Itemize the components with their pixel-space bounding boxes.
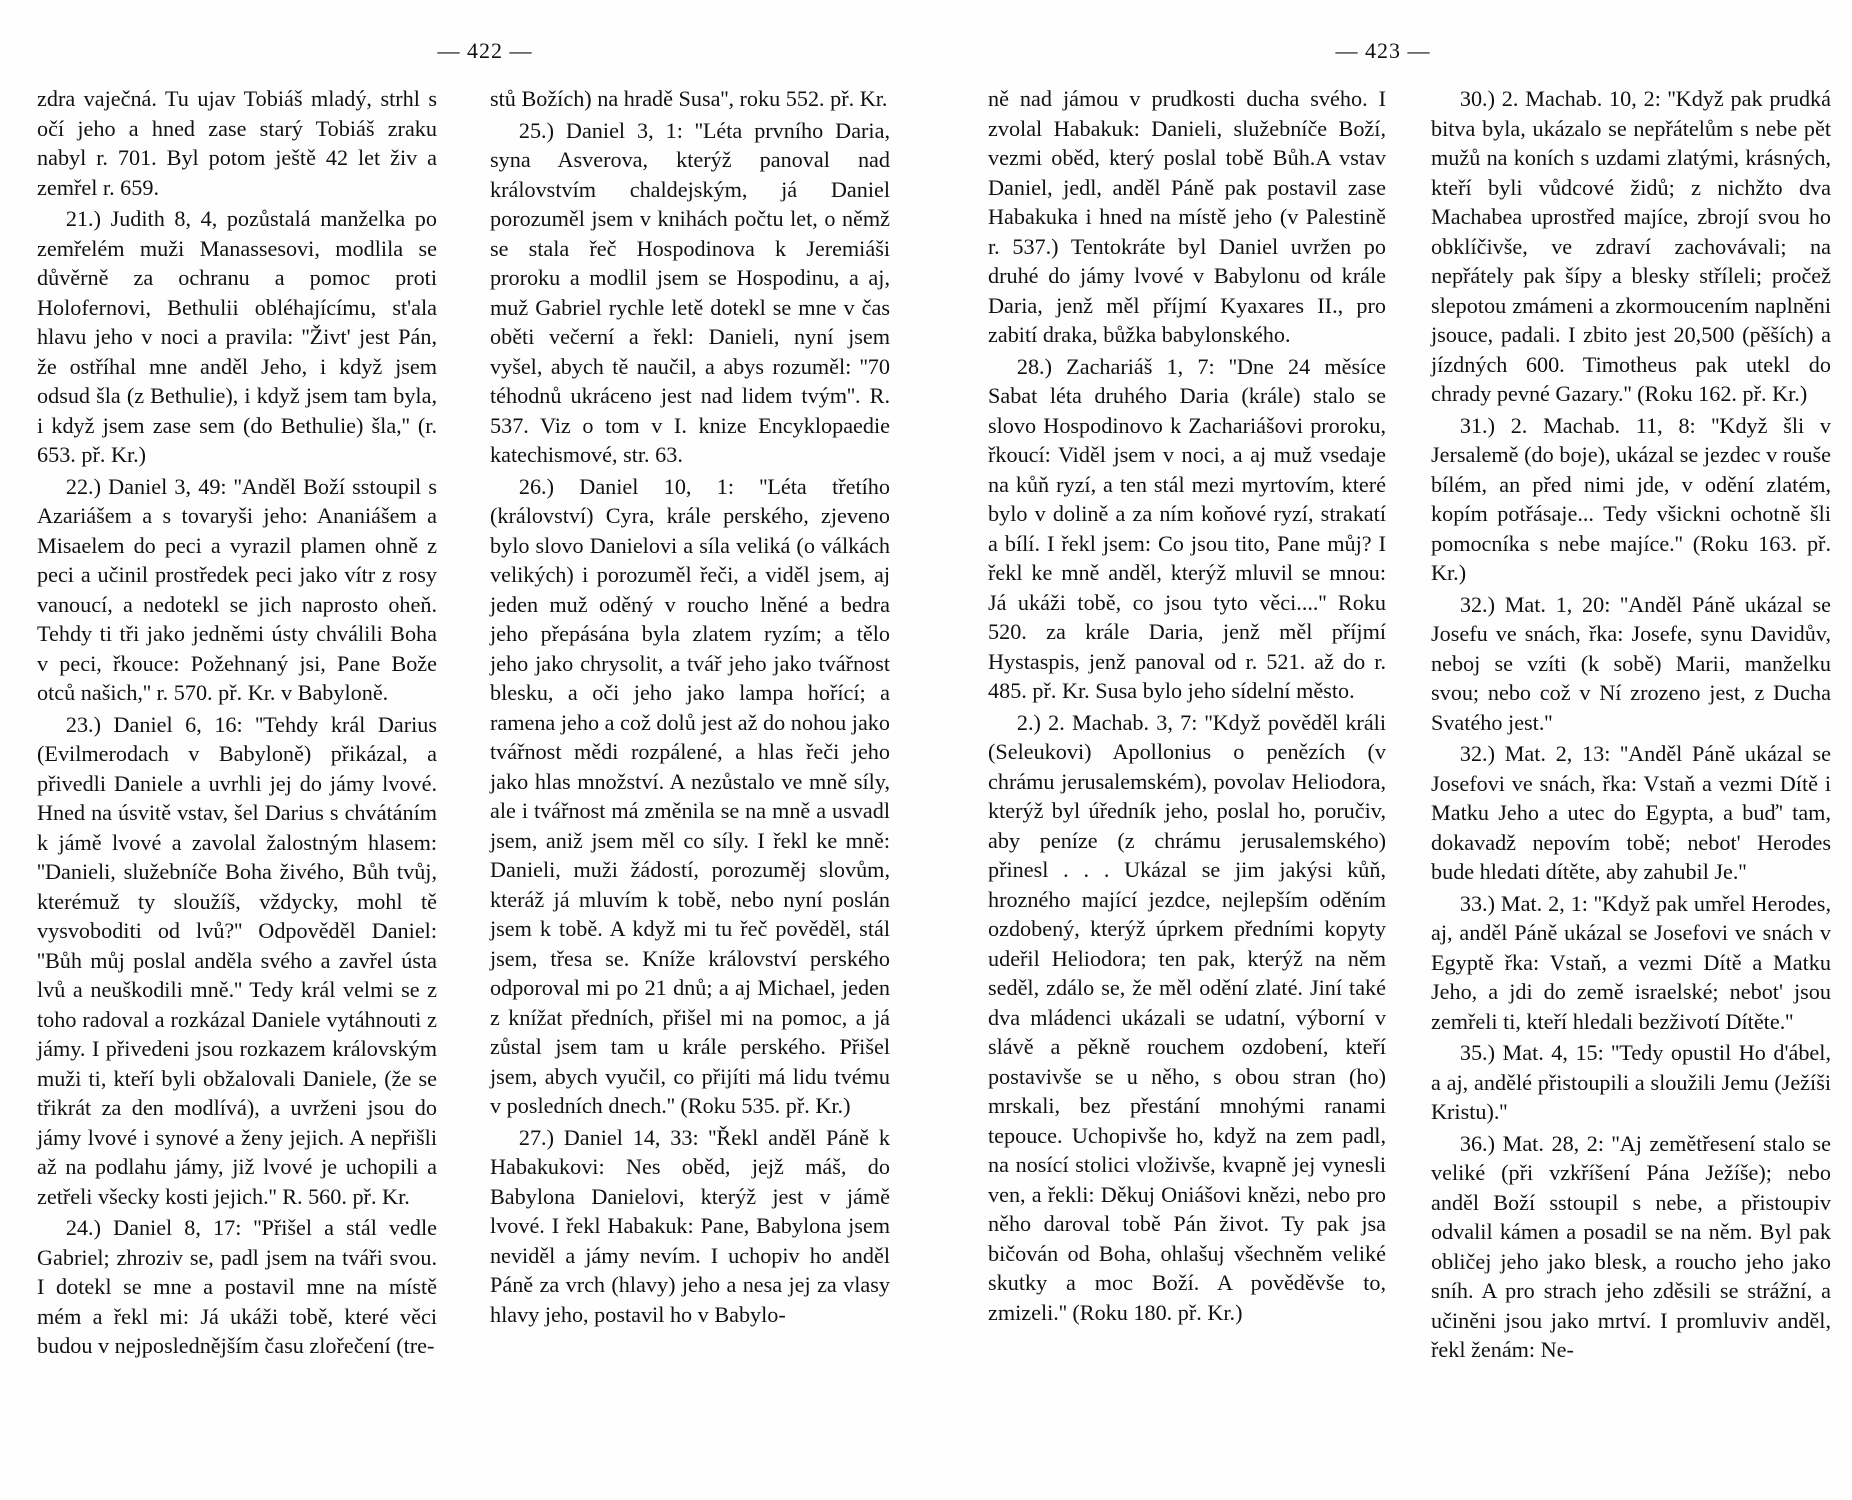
paragraph: 24.) Daniel 8, 17: ''Přišel a stál vedle Gabriel; zhroziv se, padl jsem na tváři svou. I dotekl se mne a postavil mne na místě mém a řekl mi: Já ukáži tobě, které věci budou v nejposlednějším času zlořečení (tre- <box>37 1215 437 1358</box>
paragraph: zdra vaječná. Tu ujav Tobiáš mladý, strhl s očí jeho a hned zase starý Tobiáš zraku nabyl r. 701. Byl potom ještě 42 let živ a zemřel r. 659. <box>37 86 437 200</box>
paragraph: 23.) Daniel 6, 16: ''Tehdy král Darius (Evilmerodach v Babyloně) přikázal, a přivedli Daniele a uvrhli jej do jámy lvové. Hned na úsvitě vstav, šel Darius s chvátáním k jámě lvové a zavolal žalostným hlasem: ''Danieli, služebníče Boha živého, Bůh tvůj, kterémuž ty sloužíš, vždycky, mohl tě vysvoboditi od lvů?'' Odpověděl Daniel: ''Bůh můj poslal anděla svého a zavřel ústa lvů a neuškodili mně.'' Tedy král velmi se z toho radoval a rozkázal Daniele vytáhnouti z jámy. I přivedeni jsou rozkazem královským muži ti, kteří byli obžalovali Daniele, (že se třikrát za den modlívá), a uvrženi jsou do jámy lvové i synové a ženy jejich. A nepřišli až na podlahu jámy, již lvové je uchopili a zetřeli všecky kosti jejich.'' R. 560. př. Kr. <box>37 711 437 1209</box>
paragraph: 21.) Judith 8, 4, pozůstalá manželka po zemřelém muži Manassesovi, modlila se důvěrně za ochranu a pomoc proti Holofernovi, Bethulii obléhajícímu, st'ala hlavu jeho v noci a pravila: ''Živt' jest Pán, že ostříhal mne anděl Jeho, i když jsem odsud šla (z Bethulie), i když jsem tam byla, i když jsem zase sem (do Bethulie) šla,'' (r. 653. př. Kr.) <box>37 206 437 467</box>
paragraph: 33.) Mat. 2, 1: ''Když pak umřel Herodes, aj, anděl Páně ukázal se Josefovi ve snách v Egyptě řka: Vstaň, a vezmi Dítě a Matku Jeho, a jdi do země israelské; nebot' jsou zemřeli ti, kteří hledali bezživotí Dítěte.'' <box>1431 890 1831 1034</box>
left-page-column-b <box>490 84 890 1331</box>
paragraph: 35.) Mat. 4, 15: ''Tedy opustil Ho d'ábel, a aj, andělé přistoupili a sloužili Jemu (Ježíši Kristu).'' <box>1431 1040 1831 1124</box>
paragraph: stů Božích) na hradě Susa'', roku 552. př. Kr. <box>490 86 888 111</box>
paragraph: 32.) Mat. 2, 13: ''Anděl Páně ukázal se Josefovi ve snách, řka: Vstaň a vezmi Dítě i Matku Jeho a utec do Egypta, a buď' tam, dokavadž nepovím tobě; nebot' Herodes bude hledati dítěte, aby zahubil Je.'' <box>1431 741 1831 884</box>
page-number-422: — 422 — <box>437 38 533 63</box>
paragraph: 22.) Daniel 3, 49: ''Anděl Boží sstoupil s Azariášem a s tovaryši jeho: Ananiášem a Misaelem do peci a vyrazil plamen ohně z peci a učinil prostředek peci jako vítr z rosy vanoucí, a nedotekl se jich naprosto oheň. Tehdy ti tři jako jedněmi ústy chválili Boha v peci, řkouce: Požehnaný jsi, Pane Bože otců našich,'' r. 570. př. Kr. v Babyloně. <box>37 473 437 705</box>
right-page-column-b <box>1431 84 1831 1367</box>
paragraph: 32.) Mat. 1, 20: ''Anděl Páně ukázal se Josefu ve snách, řka: Josefe, synu Davidův, neboj se vzíti (k sobě) Marii, manželku svou; nebo což v Ní zrozeno jest, z Ducha Svatého jest.'' <box>1431 591 1831 735</box>
paragraph: 30.) 2. Machab. 10, 2: ''Když pak prudká bitva byla, ukázalo se nepřátelům s nebe pět mužů na koních s uzdami zlatými, krásných, kteří byli vůdcové židů; z nichžto dva Machabea uprostřed majíce, zbrojí svou ho obklíčivše, ve zdraví zachovávali; na nepřátely pak šípy a blesky stříleli; pročež slepotou zmámeni a zkormoucením naplněni jsouce, padali. I zbito jest 20,500 (pěších) a jízdných 600. Timotheus pak utekl do chrady pevné Gazary.'' (Roku 162. př. Kr.) <box>1431 86 1831 406</box>
page-number-423: — 423 — <box>1335 38 1431 63</box>
right-page-column-a <box>988 84 1386 1329</box>
paragraph: 27.) Daniel 14, 33: ''Řekl anděl Páně k Habakukovi: Nes oběd, jejž máš, do Babylona Danielovi, kterýž jest v jámě lvové. I řekl Habakuk: Pane, Babylona jsem neviděl a jámy nevím. I uchopiv ho anděl Páně za vrch (hlavy) jeho a nesa jej za vlasy hlavy jeho, postavil ho v Babylo- <box>490 1124 890 1327</box>
left-page-column-a <box>37 84 437 1363</box>
paragraph: ně nad jámou v prudkosti ducha svého. I zvolal Habakuk: Danieli, služebníče Boží, vezmi oběd, který poslal tobě Bůh.A vstav Daniel, jedl, anděl Páně pak postavil zase Habakuka i hned na místě jeho (v Palestině r. 537.) Tentokráte byl Daniel uvržen po druhé do jámy lvové v Babylonu od krále Daria, jenž měl příjmí Kyaxares II., pro zabití draka, bůžka babylonského. <box>988 86 1386 347</box>
paragraph: 28.) Zachariáš 1, 7: ''Dne 24 měsíce Sabat léta druhého Daria (krále) stalo se slovo Hospodinovo k Zachariášovi proroku, řkoucí: Viděl jsem v noci, a aj muž vsedaje na kůň ryzí, a ten stál mezi myrtovím, které bylo v dolině a za ním koňové ryzí, strakatí a bílí. I řekl jsem: Co jsou tito, Pane můj? I řekl ke mně anděl, kterýž mluvil se mnou: Já ukáži tobě, co jsou tyto věci....'' Roku 520. za krále Daria, jenž měl příjmí Hystaspis, jenž panoval od r. 521. až do r. 485. př. Kr. Susa bylo jeho sídelní město. <box>988 353 1386 703</box>
paragraph: 31.) 2. Machab. 11, 8: ''Když šli v Jersalemě (do boje), ukázal se jezdec v rouše bílém, an před nimi jde, v odění zlatém, kopím potřásaje... Tedy všickni ochotně šli pomocníka s nebe majíce.'' (Roku 163. př. Kr.) <box>1431 412 1831 585</box>
paragraph: 2.) 2. Machab. 3, 7: ''Když pověděl králi (Seleukovi) Apollonius o penězích (v chrámu jerusalemském), povolav Heliodora, kterýž byl úředník jeho, poslal ho, poručiv, aby peníze (z chrámu jerusalemského) přinesl . . . Ukázal se jim jakýsi kůň, hrozného mající jezdce, nejlepším oděním ozdobený, kterýž úprkem předními kopyty udeřil Heliodora; ten pak, kterýž na něm seděl, zdálo se, že měl odění zlaté. Jiní také dva mládenci ukázali se udatní, výborní v slávě a pěkně rouchem ozdobení, kteří postavivše se u něho, s obou stran (ho) mrskali, bez přestání mnohými ranami tepouce. Uchopivše ho, když na zem padl, na nosící stolici vloživše, kvapně jej vynesli ven, a řekli: Děkuj Oniášovi knězi, nebo pro něho daroval tobě Pán život. Ty pak jsa bičován od Boha, ohlašuj všechněm veliké skutky a moc Boží. A pověděvše to, zmizeli.'' (Roku 180. př. Kr.) <box>988 709 1386 1325</box>
paragraph: 36.) Mat. 28, 2: ''Aj zemětřesení stalo se veliké (při vzkříšení Pána Ježíše); nebo anděl Boží sstoupil s nebe, a přistoupiv odvalil kámen a posadil se na něm. Byl pak obličej jeho jako blesk, a roucho jeho jako sníh. A pro strach jeho zděsili se strážní, a učiněni jsou jako mrtví. I promluviv anděl, řekl ženám: Ne- <box>1431 1130 1831 1362</box>
right-page <box>926 0 1852 1500</box>
paragraph: 26.) Daniel 10, 1: ''Léta třetího (království) Cyra, krále perského, zjeveno bylo slovo Danielovi a síla veliká (o válkách velikých) i porozuměl řeči, a viděl jsem, aj jeden muž oděný v roucho lněné a bedra jeho přepásána byla zlatem ryzím; a tělo jeho jako chrysolit, a tvář jeho jako tvářnost blesku, a oči jeho jako lampa hořící; a ramena jeho a což dolů jest až do nohou jako tvářnost mědi rozpálené, a hlas řeči jeho jako hlas množství. A nezůstalo ve mně síly, ale i tvářnost má změnila se na mně a usvadl jsem, aniž jsem měl co síly. I řekl ke mně: Danieli, muži žádostí, porozuměj slovům, kteráž já mluvím k tobě, nebo nyní poslán jsem k tobě. A když mi tu řeč pověděl, stál jsem, třesa se. Kníže království perského odporoval mi po 21 dnů; a aj Michael, jeden z knížat předních, přišel mi na pomoc, a já zůstal jsem tam u krále perského. Přišel jsem, abych vyučil, co přijíti má lidu tvému v posledních dnech.'' (Roku 535. př. Kr.) <box>490 473 890 1118</box>
paragraph: 25.) Daniel 3, 1: ''Léta prvního Daria, syna Asverova, kterýž panoval nad královstvím chaldejským, já Daniel porozuměl jsem v knihách počtu let, o němž se stala řeč Hospodinova k Jeremiáši proroku a modlil jsem se Hospodinu, a aj, muž Gabriel rychle letě dotekl se mne v čas oběti večerní a řekl: Danieli, nyní jsem vyšel, abych tě naučil, a abys rozuměl: ''70 téhodnů ukráceno jest nad lidem tvým''. R. 537. Viz o tom v I. knize Encyklopaedie katechismové, str. 63. <box>490 117 890 467</box>
